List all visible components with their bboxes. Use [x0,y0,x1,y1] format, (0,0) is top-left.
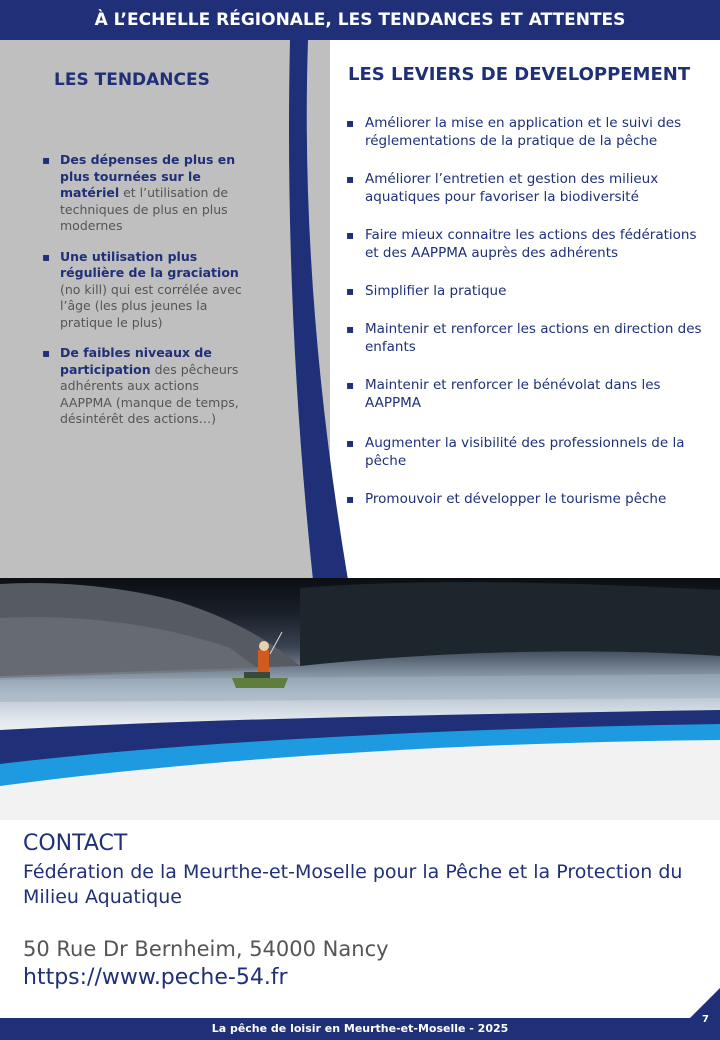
item-text: des pêcheurs adhérents aux actions AAPPMA (manque de temps, désintérêt des actions…) [60,361,239,426]
page-header: À L’ECHELLE RÉGIONALE, LES TENDANCES ET ATTENTES [0,0,720,40]
website-link[interactable]: https://www.peche-54.fr [23,965,288,990]
item-highlight: De faibles niveaux de participation [60,345,212,377]
item-highlight: Une utilisation plus régulière de la graciation [60,248,239,280]
leviers-title: LES LEVIERS DE DEVELOPPEMENT [348,64,691,85]
list-item: ▪ Améliorer l’entretien et gestion des milieux aquatiques pour favoriser la biodiversité [346,170,708,206]
contact-title: CONTACT [23,831,128,856]
contact-address: 50 Rue Dr Bernheim, 54000 Nancy [23,937,389,961]
list-item: ▪ Maintenir et renforcer le bénévolat dans les AAPPMA [346,376,708,412]
item-text: et l’utilisation de techniques de plus en plus modernes [60,185,229,233]
list-item: ▪ Améliorer la mise en application et le suivi des réglementations de la pratique de la pêche [346,114,708,150]
page-footer: La pêche de loisir en Meurthe-et-Moselle - 2025 [0,1018,720,1040]
list-item: ▪ Maintenir et renforcer les actions en direction des enfants [346,320,708,356]
page-number: 7 [702,1014,709,1025]
item-text: (no kill) qui est corrélée avec l’âge (les plus jeunes la pratique le plus) [60,281,242,330]
tendances-title: LES TENDANCES [54,70,210,90]
contact-organization: Fédération de la Meurthe-et-Moselle pour la Pêche et la Protection du Milieu Aquatique [23,861,683,908]
item-highlight: Des dépenses de plus en plus tournées sur le matériel [60,152,236,200]
list-item: ▪ Simplifier la pratique [346,282,708,300]
list-item: ▪ Promouvoir et développer le tourisme pêche [346,490,708,508]
list-item: ▪ Augmenter la visibilité des professionnels de la pêche [346,434,708,470]
list-item: ▪ Faire mieux connaitre les actions des fédérations et des AAPPMA auprès des adhérents [346,226,708,262]
